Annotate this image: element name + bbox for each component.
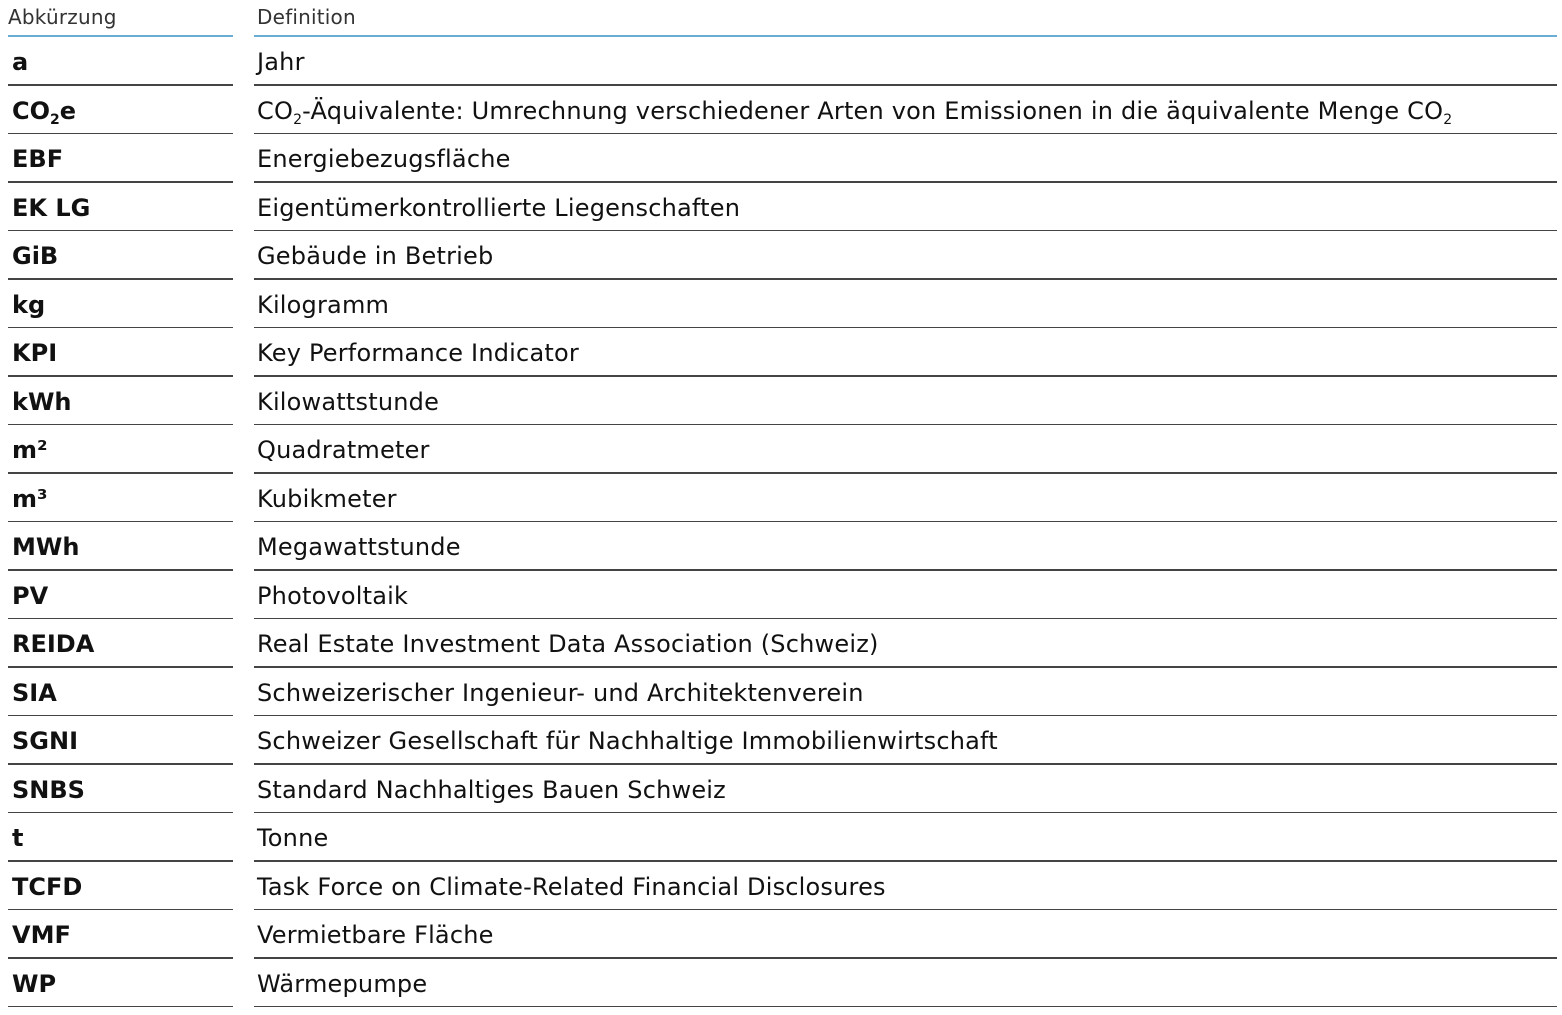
table-row [8,765,1557,814]
abbreviation-cell: KPI [12,339,58,367]
table-row [8,134,1557,183]
definition-cell: Eigentümerkontrollierte Liegenschaften [257,193,741,222]
abbreviation-cell: m² [12,436,48,464]
table-row [8,959,1557,1008]
definition-cell: Schweizer Gesellschaft für Nachhaltige Immobilienwirtschaft [257,727,998,755]
definition-cell: Photovoltaik [257,581,409,610]
definition-cell: Wärmepumpe [257,969,428,998]
definition-cell: Real Estate Investment Data Association (Schweiz) [257,630,879,658]
table-row [8,813,1557,862]
table-row [8,86,1557,135]
table-row [8,183,1557,232]
definition-cell: Vermietbare Fläche [257,921,494,949]
definition-cell: Energiebezugsfläche [257,145,511,173]
abbreviation-cell: t [12,824,24,852]
table-row [8,522,1557,571]
definition-cell: Quadratmeter [257,436,430,464]
table-row [8,619,1557,668]
table-row [8,862,1557,911]
table-row [8,37,1557,86]
row-rule [8,1006,233,1008]
abbreviation-cell: $CO_2e$ [12,96,77,128]
definition-cell: Gebäude in Betrieb [257,242,494,270]
header-abbreviation: Abkürzung [8,5,117,29]
definition-cell: Key Performance Indicator [257,339,579,367]
abbreviation-cell: WP [12,969,57,998]
table-row [8,571,1557,620]
definition-cell: Kilowattstunde [257,387,440,416]
abbreviation-cell: REIDA [12,630,95,658]
table-row [8,910,1557,959]
table-row [8,716,1557,765]
abbreviation-table [8,0,1557,1007]
definition-cell: Kubikmeter [257,484,397,513]
table-row [8,668,1557,717]
definition-cell: Jahr [257,48,305,76]
definition-cell: Schweizerischer Ingenieur- und Architektenverein [257,678,864,707]
definition-cell: Tonne [257,824,329,852]
table-header [8,0,1557,37]
abbreviation-cell: SIA [12,678,57,707]
abbreviation-cell: SGNI [12,727,78,755]
abbreviation-cell: EBF [12,145,64,173]
abbreviation-cell: TCFD [12,872,83,901]
table-row [8,474,1557,523]
abbreviation-cell: PV [12,581,49,610]
header-definition: Definition [257,5,356,29]
table-row [8,280,1557,329]
abbreviation-cell: a [12,48,29,76]
definition-cell: Task Force on Climate-Related Financial Disclosures [257,872,886,901]
table-row [8,377,1557,426]
table-row [8,328,1557,377]
abbreviation-cell: MWh [12,533,80,561]
definition-cell: Standard Nachhaltiges Bauen Schweiz [257,775,726,804]
abbreviation-cell: SNBS [12,775,85,804]
definition-cell: $CO_2$-Äquivalente: Umrechnung verschiedener Arten von Emissionen in die äquivalente Menge $CO_2$ [257,96,1453,128]
abbreviation-cell: EK LG [12,193,91,222]
definition-cell: Kilogramm [257,290,390,319]
abbreviation-cell: GiB [12,242,59,270]
abbreviation-cell: kg [12,290,46,319]
abbreviation-cell: m³ [12,484,48,513]
abbreviation-cell: kWh [12,387,72,416]
definition-cell: Megawattstunde [257,533,461,561]
table-row [8,425,1557,474]
row-rule [254,1006,1557,1008]
table-row [8,231,1557,280]
abbreviation-cell: VMF [12,921,71,949]
